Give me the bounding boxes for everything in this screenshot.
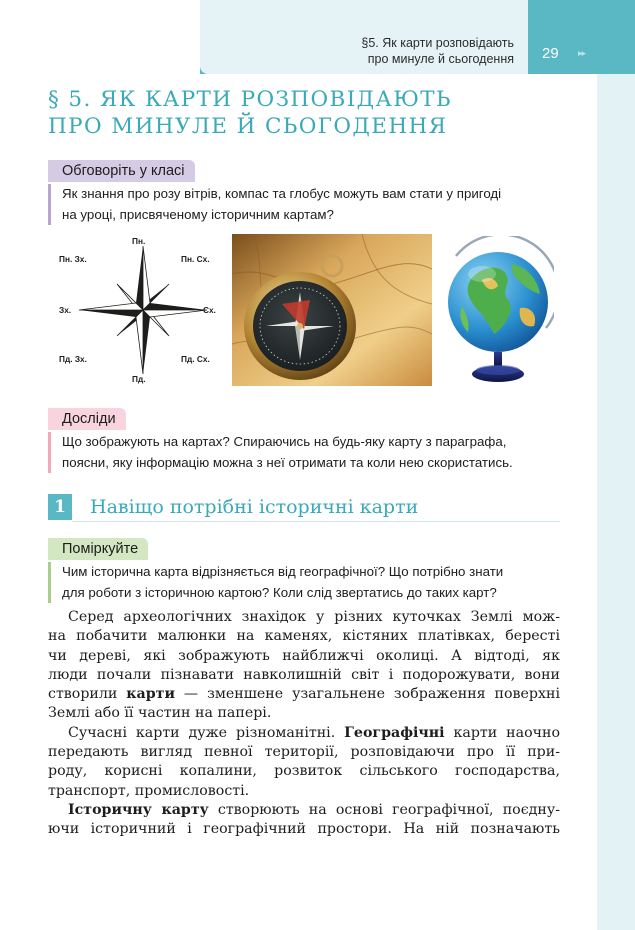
p1-line1: Серед археологічних знахідок у різних куточках Землі мож- xyxy=(68,609,560,625)
p1-line5-b: — зменшене узагальнене зображення поверхні xyxy=(174,686,561,703)
paragraph-3 xyxy=(48,801,560,840)
header-left-blank xyxy=(0,0,200,74)
discuss-line2: на уроці, присвяченому історичним картам? xyxy=(62,206,334,222)
rose-label-north: Пн. xyxy=(132,236,146,246)
discuss-text xyxy=(48,184,560,225)
p3-line1-b: створюють на основі географічної, поєдну- xyxy=(208,801,560,818)
p1-line5 xyxy=(48,685,560,704)
running-title-line2: про минуле й сьогодення xyxy=(367,52,514,66)
page-number: 29 xyxy=(542,45,559,62)
term-historical-map: Історичну карту xyxy=(68,801,209,818)
p2-line1-b: карти наочно xyxy=(444,724,560,741)
p1-line3: чи дереві, які зображують найближчі околиці. А відтоді, як xyxy=(48,647,560,664)
term-geographic: Географічні xyxy=(344,724,445,741)
think-line2: для роботи з історичною картою? Коли слід звертатись до таких карт? xyxy=(62,584,497,600)
think-label: Поміркуйте xyxy=(48,538,148,560)
page-arrows-icon: ▸▸ xyxy=(578,48,586,58)
rose-label-northwest: Пн. Зх. xyxy=(59,254,87,264)
running-title-line1: §5. Як карти розповідають xyxy=(361,36,514,50)
explore-label: Досліди xyxy=(48,408,126,430)
p2-line2: передають вигляд певної території, розповідаючи про її при- xyxy=(48,744,560,761)
p3-line1 xyxy=(48,801,560,820)
rose-label-east: Сх. xyxy=(203,305,216,315)
section-title: Навіщо потрібні історичні карти xyxy=(90,496,419,518)
think-line1: Чим історична карта відрізняється від географічної? Що потрібно знати xyxy=(62,564,504,579)
rose-label-south: Пд. xyxy=(132,374,146,384)
p1-line2: на побачити малюнки на каменях, кістяних платівках, бересті xyxy=(48,628,560,645)
p2-line1-a: Сучасні карти дуже різноманітні. xyxy=(68,724,345,741)
discuss-label: Обговоріть у класі xyxy=(48,160,195,182)
term-maps: карти xyxy=(126,686,175,703)
discuss-line1: Як знання про розу вітрів, компас та глобус можуть вам стати у пригоді xyxy=(62,186,502,201)
running-header xyxy=(200,0,528,74)
p2-line3: роду, корисні копалини, розвиток сільського господарства, xyxy=(48,763,560,780)
think-text xyxy=(48,562,560,603)
p1-line4: люди почали пізнавати навколишній світ і подорожувати, вони xyxy=(48,666,560,683)
globe-image xyxy=(442,236,554,388)
title-line1: § 5. ЯК КАРТИ РОЗПОВІДАЮТЬ xyxy=(48,87,452,112)
paragraph-2 xyxy=(48,724,560,801)
body-text xyxy=(48,608,560,840)
explore-line1: Що зображують на картах? Спираючись на будь-яку карту з параграфа, xyxy=(62,434,507,449)
title-line2: ПРО МИНУЛЕ Й СЬОГОДЕННЯ xyxy=(48,114,448,139)
section-divider xyxy=(72,521,560,522)
wind-rose xyxy=(55,234,227,386)
page-title xyxy=(48,86,452,140)
rose-label-southwest: Пд. Зх. xyxy=(59,354,87,364)
p1-line6: Землі або її частин на папері. xyxy=(48,705,272,722)
explore-text xyxy=(48,432,560,473)
rose-label-northeast: Пн. Сх. xyxy=(181,254,210,264)
compass-on-map-image xyxy=(232,234,432,386)
paragraph-1 xyxy=(48,608,560,724)
rose-label-southeast: Пд. Сх. xyxy=(181,354,210,364)
p1-line5-a: створили xyxy=(48,686,127,703)
section-number: 1 xyxy=(48,494,72,520)
rose-label-west: Зх. xyxy=(59,305,72,315)
p2-line4: транспорт, промисловості. xyxy=(48,782,250,799)
running-title xyxy=(361,35,514,67)
explore-line2: поясни, яку інформацію можна з неї отримати та коли нею скористатись. xyxy=(62,454,513,470)
p3-line2: ючи історичний і географічний простори. На ній позначають xyxy=(48,821,560,838)
p2-line1 xyxy=(48,724,560,743)
right-margin-strip xyxy=(597,74,635,930)
